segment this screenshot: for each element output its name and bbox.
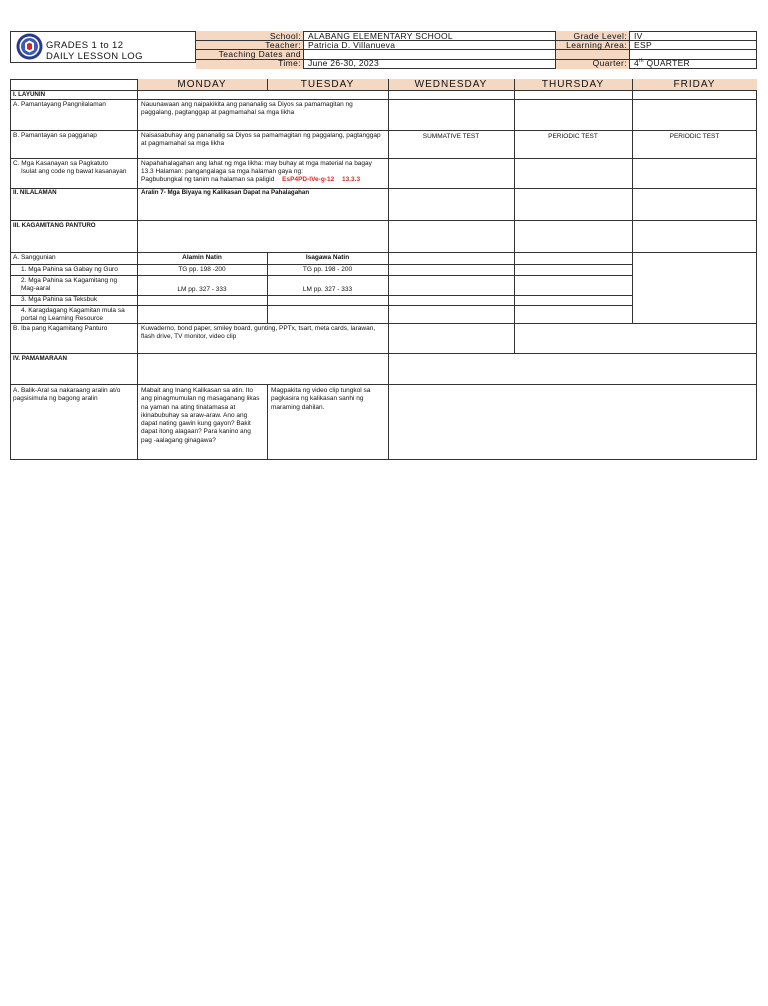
monday-balik-aral-text: Mabait ang Inang Kalikasan sa atin. Ito ang pinagmumulan ng masaganang likas na yaman na ating tinatamasa at ikinabubuhay sa araw-araw. Ano ang dapat nating gawin kung gayon? Bakit dapat itong alagaan? Para kanino ang pag -aalagang ginagawa? bbox=[141, 387, 260, 444]
tuesday-tg-pages: TG pp. 198 - 200 bbox=[302, 266, 353, 273]
row-label-karagdagang-kagamitan-2: portal ng Learning Resource bbox=[21, 315, 104, 322]
grade-value: IV bbox=[634, 31, 643, 41]
thursday-periodic-test: PERIODIC TEST bbox=[548, 133, 598, 140]
teacher-label: Teacher: bbox=[265, 40, 301, 50]
section-pamamaraan: IV. PAMAMARAAN bbox=[13, 355, 67, 362]
col-line bbox=[514, 79, 515, 353]
row-label-kagamitang-mag-aaral: 2. Mga Pahina sa Kagamitang ng bbox=[21, 277, 118, 284]
section-layunin: I. LAYUNIN bbox=[13, 91, 46, 98]
row-label-kagamitang-mag-aaral-2: Mag-aaral bbox=[21, 285, 51, 292]
dates-value: June 26-30, 2023 bbox=[308, 58, 379, 68]
row-label-balik-aral: A. Balik-Aral sa nakaraang aralin at/o pagsisimula ng bagong aralin bbox=[13, 387, 121, 403]
dates-label: Teaching Dates and bbox=[218, 49, 301, 59]
friday-periodic-test: PERIODIC TEST bbox=[669, 133, 720, 140]
kasanayan-text-3-body: Pagbubungkal ng tanim na halaman sa paligid bbox=[141, 176, 275, 183]
section-kagamitan: III. KAGAMITANG PANTURO bbox=[13, 222, 96, 229]
deped-seal-icon bbox=[16, 33, 43, 60]
row-label-pagganap: B. Pamantayan sa pagganap bbox=[13, 132, 97, 139]
area-value: ESP bbox=[634, 40, 652, 50]
quarter-value bbox=[630, 58, 690, 68]
tuesday-lm-pages: LM pp. 327 - 333 bbox=[302, 286, 353, 293]
day-thursday: THURSDAY bbox=[514, 79, 632, 90]
nilalaman-text: Aralin 7- Mga Biyaya ng Kalikasan Dapat na Pahalagahan bbox=[141, 189, 310, 196]
tuesday-balik-aral-text: Magpakita ng video clip tungkol sa pagkasira ng kalikasan sanhi ng maraming dahilan. bbox=[271, 387, 371, 411]
row-label-sanggunian: A. Sanggunian bbox=[13, 254, 56, 261]
title-line-1: GRADES 1 to 12 bbox=[46, 40, 124, 51]
row-label-kasanayan: C. Mga Kasanayan sa Pagkatuto bbox=[13, 160, 109, 167]
iba-pang-kagamitan-text: Kuwaderno, bond paper, smiley board, gunting, PPTx, tsart, meta cards, larawan, flash drive, TV monitor, video clip bbox=[141, 325, 376, 341]
pagganap-text: Naisasabuhay ang pananalig sa Diyos sa pamamagitan ng paggalang, pagtanggap at pagmamahal sa mga likha bbox=[141, 132, 381, 148]
quarter-sup: th bbox=[639, 58, 644, 65]
section-nilalaman: II. NILALAMAN bbox=[13, 189, 57, 196]
monday-lm-pages: LM pp. 327 - 333 bbox=[177, 286, 227, 293]
row-label-gabay-guro: 1. Mga Pahina sa Gabay ng Guro bbox=[21, 266, 118, 273]
wednesday-summative-test: SUMMATIVE TEST bbox=[422, 133, 480, 140]
day-wednesday: WEDNESDAY bbox=[388, 79, 514, 90]
quarter-rest: QUARTER bbox=[643, 58, 690, 68]
school-value: ALABANG ELEMENTARY SCHOOL bbox=[308, 31, 453, 41]
grade-label: Grade Level: bbox=[573, 31, 627, 41]
row-label-pangnilalaman: A. Pamantayang Pangnilalaman bbox=[13, 101, 106, 108]
isagawa-natin-heading: Isagawa Natin bbox=[305, 254, 350, 261]
day-tuesday: TUESDAY bbox=[267, 79, 388, 90]
day-monday: MONDAY bbox=[137, 79, 267, 90]
monday-tg-pages: TG pp. 198 -200 bbox=[178, 266, 226, 273]
pangnilalaman-text: Nauunawaan ang naipakikita ang pananalig sa Diyos sa pamamagitan ng paggalang, pagtanggap at pagmamahal sa mga likha bbox=[141, 101, 353, 117]
competency-code: EsP4PD-IVe-g-12 bbox=[282, 176, 335, 183]
quarter-num: 4 bbox=[634, 58, 640, 68]
kasanayan-text-3 bbox=[138, 175, 388, 185]
row-line bbox=[10, 384, 757, 385]
teacher-value: Patricia D. Villanueva bbox=[308, 40, 396, 50]
alamin-natin-heading: Alamin Natin bbox=[182, 254, 222, 261]
row-label-kasanayan-2: Isulat ang code ng bawat kasanayan bbox=[21, 168, 127, 175]
kasanayan-text-1: Napahahalagahan ang lahat ng mga likha: may buhay at mga material na bagay bbox=[141, 160, 372, 167]
row-label-karagdagang-kagamitan: 4. Karagdagang Kagamitan mula sa bbox=[21, 307, 125, 314]
dates-label-2: Time: bbox=[278, 58, 301, 68]
row-line bbox=[10, 90, 757, 91]
school-label: School: bbox=[269, 31, 301, 41]
competency-code-2: 13.3.3 bbox=[342, 176, 361, 183]
row-label-teksbuk: 3. Mga Pahina sa Teksbuk bbox=[21, 296, 98, 303]
row-line bbox=[10, 220, 757, 221]
col-line bbox=[267, 79, 268, 90]
day-friday: FRIDAY bbox=[632, 79, 757, 90]
area-label: Learning Area: bbox=[566, 40, 627, 50]
row-line bbox=[10, 353, 757, 354]
title-line-2: DAILY LESSON LOG bbox=[46, 51, 143, 62]
quarter-label: Quarter: bbox=[592, 58, 627, 68]
col-line bbox=[632, 79, 633, 323]
row-label-iba-pang-kagamitan: B. Iba pang Kagamitang Panturo bbox=[13, 325, 108, 332]
kasanayan-text-2: 13.3 Halaman: pangangalaga sa mga halaman gaya ng: bbox=[141, 168, 303, 175]
